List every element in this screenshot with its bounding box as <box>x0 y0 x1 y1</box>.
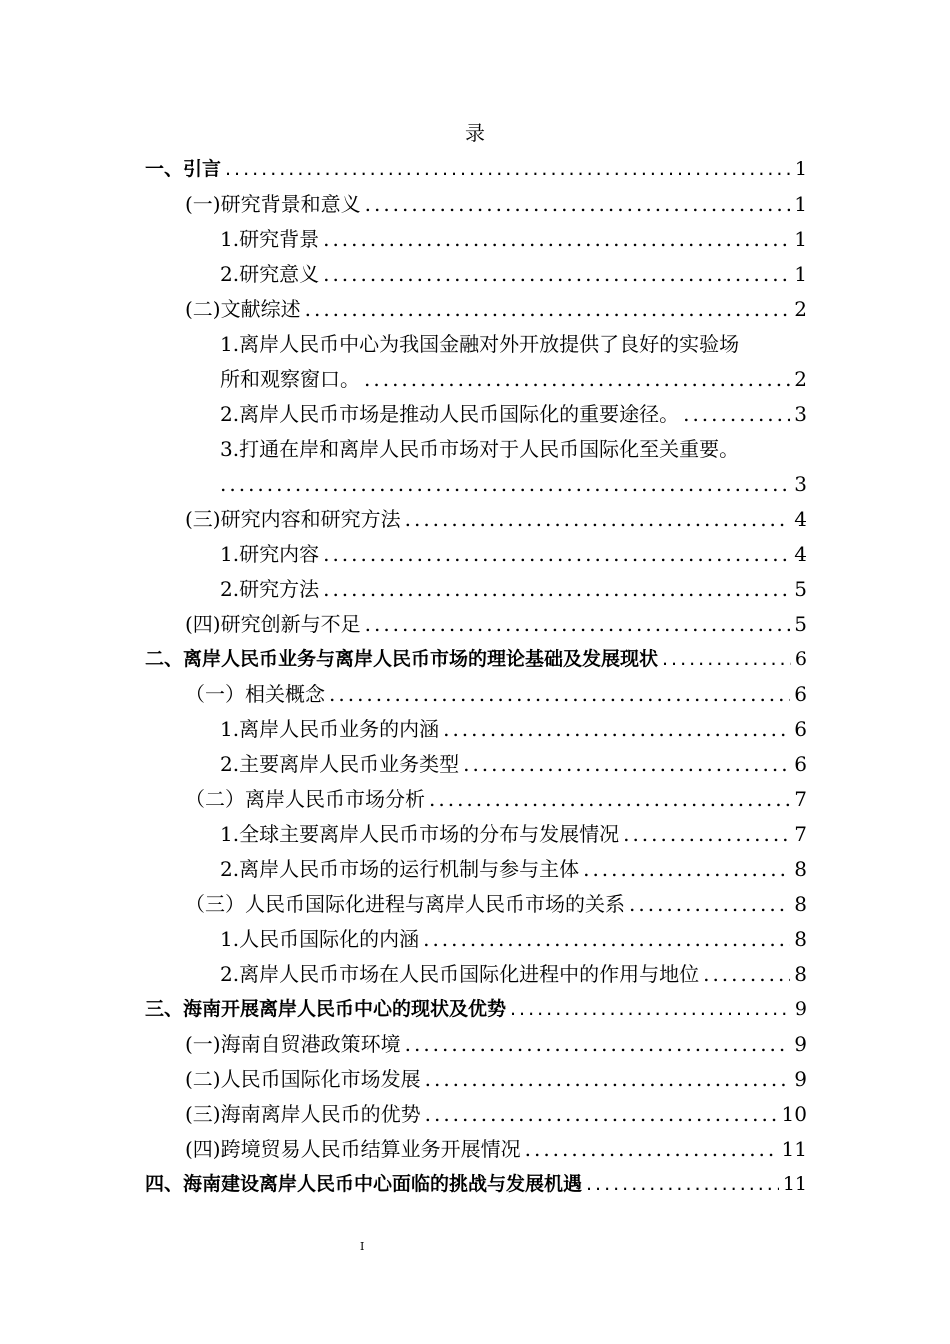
toc-page-number: 8 <box>794 927 807 951</box>
toc-leader <box>425 1062 791 1097</box>
toc-entry-text: 所和观察窗口。 <box>220 367 360 391</box>
toc-entry-text: 二、离岸人民币业务与离岸人民币市场的理论基础及发展现状 <box>145 648 659 670</box>
toc-entry-text: （三）人民币国际化进程与离岸人民币市场的关系 <box>185 892 625 916</box>
toc-page-number: 4 <box>794 542 807 566</box>
toc-entry[interactable] <box>145 642 807 677</box>
toc-entry[interactable] <box>145 887 807 922</box>
toc-leader <box>510 992 791 1027</box>
toc-entry[interactable] <box>145 1027 807 1062</box>
toc-leader <box>329 677 790 712</box>
toc-entry-text: (三)海南离岸人民币的优势 <box>185 1102 421 1126</box>
toc-entry[interactable] <box>145 362 807 397</box>
toc-page-number: 1 <box>794 158 807 180</box>
toc-entry-text: (二)人民币国际化市场发展 <box>185 1067 421 1091</box>
toc-entry-text: (四)跨境贸易人民币结算业务开展情况 <box>185 1137 521 1161</box>
toc-page-number: 6 <box>794 752 807 776</box>
toc-entry[interactable] <box>145 607 807 642</box>
toc-page-number: 8 <box>794 962 807 986</box>
toc-page-number: 9 <box>794 1067 807 1091</box>
toc-entry-text: 2.离岸人民币市场是推动人民币国际化的重要途径。 <box>220 402 680 426</box>
toc-entry[interactable] <box>145 782 807 817</box>
toc-leader <box>703 957 790 992</box>
toc-entry-text: （二）离岸人民币市场分析 <box>185 787 425 811</box>
toc-leader <box>323 222 790 257</box>
toc-leader <box>425 1097 778 1132</box>
toc-title: 录 <box>465 121 485 145</box>
toc-entry[interactable] <box>145 817 807 852</box>
toc-page-number: 3 <box>794 472 807 496</box>
toc-page-number: 8 <box>794 892 807 916</box>
toc-page-number: 2 <box>794 297 807 321</box>
toc-leader <box>623 817 790 852</box>
toc-leader <box>443 712 790 747</box>
toc-entry[interactable] <box>145 397 807 432</box>
toc-leader <box>365 607 791 642</box>
toc-leader <box>305 292 791 327</box>
toc-entry[interactable] <box>145 257 807 292</box>
toc-entry-text: 1.全球主要离岸人民币市场的分布与发展情况 <box>220 822 620 846</box>
toc-entry-text: (一)研究背景和意义 <box>185 192 361 216</box>
page-footer-number: I <box>360 1240 365 1253</box>
toc-leader <box>323 572 790 607</box>
toc-page-number: 5 <box>794 577 807 601</box>
toc-leader <box>423 922 790 957</box>
toc-page-number: 7 <box>794 822 807 846</box>
toc-entry[interactable] <box>145 572 807 607</box>
toc-leader <box>429 782 790 817</box>
toc-leader <box>586 1167 779 1202</box>
toc-page-number: 10 <box>781 1102 807 1126</box>
toc-entry-text: 1.研究背景 <box>220 227 320 251</box>
toc-leader <box>364 362 790 397</box>
toc-list <box>145 152 807 1202</box>
toc-entry[interactable] <box>145 502 807 537</box>
toc-page-number: 1 <box>794 192 807 216</box>
toc-entry[interactable] <box>145 922 807 957</box>
toc-entry-text[interactable]: 3.打通在岸和离岸人民币市场对于人民币国际化至关重要。 <box>220 437 740 461</box>
toc-page-number: 1 <box>794 262 807 286</box>
toc-page-number: 9 <box>794 1032 807 1056</box>
toc-leader <box>525 1132 778 1167</box>
toc-entry[interactable] <box>145 1097 807 1132</box>
toc-leader <box>220 467 790 502</box>
toc-entry-text: (四)研究创新与不足 <box>185 612 361 636</box>
toc-entry-text: 1.离岸人民币业务的内涵 <box>220 717 440 741</box>
toc-leader <box>405 502 791 537</box>
toc-leader <box>629 887 790 922</box>
toc-entry[interactable] <box>145 292 807 327</box>
toc-entry-text: 2.主要离岸人民币业务类型 <box>220 752 460 776</box>
toc-page-number: 9 <box>794 998 807 1020</box>
toc-entry-text: 四、海南建设离岸人民币中心面临的挑战与发展机遇 <box>145 1173 583 1195</box>
toc-leader <box>662 642 791 677</box>
toc-leader <box>365 187 791 222</box>
toc-entry-text: （一）相关概念 <box>185 682 325 706</box>
toc-entry[interactable] <box>145 467 807 502</box>
toc-entry[interactable] <box>145 222 807 257</box>
toc-entry[interactable] <box>145 187 807 222</box>
toc-leader <box>683 397 790 432</box>
toc-leader <box>323 537 790 572</box>
toc-page-number: 6 <box>794 682 807 706</box>
toc-entry[interactable] <box>145 957 807 992</box>
toc-entry-text: 2.离岸人民币市场在人民币国际化进程中的作用与地位 <box>220 962 700 986</box>
toc-entry-text: (二)文献综述 <box>185 297 301 321</box>
toc-page-number: 5 <box>794 612 807 636</box>
toc-page-number: 2 <box>794 367 807 391</box>
toc-page-number: 3 <box>794 402 807 426</box>
toc-entry[interactable] <box>145 537 807 572</box>
toc-entry-text: 2.研究方法 <box>220 577 320 601</box>
toc-page-number: 1 <box>794 227 807 251</box>
toc-entry[interactable] <box>145 152 807 187</box>
toc-entry-text[interactable]: 1.离岸人民币中心为我国金融对外开放提供了良好的实验场 <box>220 332 740 356</box>
toc-entry-text: 2.离岸人民币市场的运行机制与参与主体 <box>220 857 580 881</box>
toc-page-number: 7 <box>794 787 807 811</box>
toc-entry[interactable] <box>145 1062 807 1097</box>
toc-entry-text: 2.研究意义 <box>220 262 320 286</box>
toc-entry[interactable] <box>145 747 807 782</box>
toc-entry[interactable] <box>145 992 807 1027</box>
toc-leader <box>323 257 790 292</box>
toc-entry-text: 1.人民币国际化的内涵 <box>220 927 420 951</box>
toc-page-number: 11 <box>781 1137 807 1161</box>
toc-page-number: 6 <box>794 648 807 670</box>
toc-leader <box>583 852 790 887</box>
toc-entry[interactable] <box>145 1167 807 1202</box>
toc-entry-text: (一)海南自贸港政策环境 <box>185 1032 401 1056</box>
toc-leader <box>405 1027 791 1062</box>
toc-entry-text: (三)研究内容和研究方法 <box>185 507 401 531</box>
toc-entry-text: 一、引言 <box>145 158 222 180</box>
toc-page-number: 6 <box>794 717 807 741</box>
toc-page-number: 8 <box>794 857 807 881</box>
toc-entry-text: 1.研究内容 <box>220 542 320 566</box>
toc-page-number: 4 <box>794 507 807 531</box>
toc-page-number: 11 <box>782 1173 807 1195</box>
toc-entry[interactable] <box>145 852 807 887</box>
toc-leader <box>225 152 791 187</box>
toc-entry[interactable] <box>145 712 807 747</box>
toc-entry[interactable] <box>145 1132 807 1167</box>
toc-entry[interactable] <box>145 677 807 712</box>
toc-leader <box>463 747 790 782</box>
toc-entry-text: 三、海南开展离岸人民币中心的现状及优势 <box>145 998 507 1020</box>
